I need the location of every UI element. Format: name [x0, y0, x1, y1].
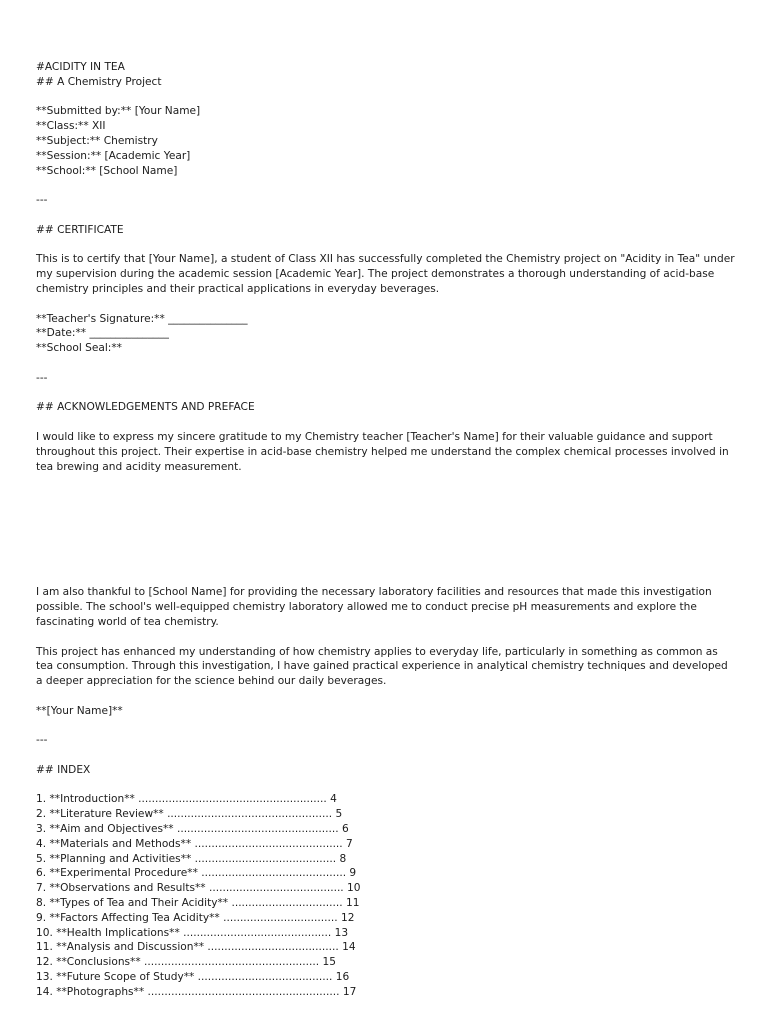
school-seal-line: **School Seal:**: [36, 342, 122, 355]
certificate-heading: ## CERTIFICATE: [36, 223, 124, 236]
index-item: 12. **Conclusions** .................................................... 15: [36, 956, 336, 969]
acknowledgements-paragraph-2: I am also thankful to [School Name] for providing the necessary laboratory facilities and resources that made this investigation possible. The school's well-equipped chemistry laboratory allowed me to conduct precise pH measurements and explore the fascinating world of tea chemistry.: [36, 586, 712, 628]
acknowledgements-paragraph-3: This project has enhanced my understanding of how chemistry applies to everyday life, particularly in something as common as tea consumption. Through this investigation, I have gained practical experience in analytical chemistry techniques and developed a deeper appreciation for the science behind our daily beverages.: [36, 645, 728, 688]
school-line: **School:** [School Name]: [36, 164, 178, 177]
index-item: 11. **Analysis and Discussion** ....................................... 14: [36, 941, 356, 954]
page-break-space: [36, 474, 736, 585]
blank-line: [36, 90, 736, 105]
title-block: [36, 60, 736, 178]
document-page: [36, 60, 736, 1000]
acknowledgements-section: [36, 400, 736, 718]
index-list: [36, 792, 736, 999]
index-heading: ## INDEX: [36, 763, 91, 776]
index-item: 5. **Planning and Activities** .......................................... 8: [36, 852, 347, 865]
separator-3: ---: [36, 734, 48, 747]
signoff-name: **[Your Name]**: [36, 704, 123, 717]
acknowledgements-paragraph-1: I would like to express my sincere gratitude to my Chemistry teacher [Teacher's Name] for their valuable guidance and support throughout this project. Their expertise in acid-base chemistry helped me understand the complex chemical processes involved in tea brewing and acidity measurement.: [36, 430, 729, 473]
index-item: 9. **Factors Affecting Tea Acidity** .................................. 12: [36, 911, 355, 924]
index-item: 8. **Types of Tea and Their Acidity** ................................. 11: [36, 897, 360, 910]
date-line: **Date:** _______________: [36, 327, 169, 340]
certificate-paragraph: This is to certify that [Your Name], a student of Class XII has successfully completed the Chemistry project on "Acidity in Tea" under my supervision during the academic session [Academic Year]. The project demonstrates a thorough understanding of acid-base chemistry principles and their practical applications in everyday beverages.: [36, 253, 735, 295]
index-item: 7. **Observations and Results** ........................................ 10: [36, 882, 361, 895]
project-subtitle: ## A Chemistry Project: [36, 75, 162, 88]
project-title: #ACIDITY IN TEA: [36, 61, 125, 73]
acknowledgements-heading: ## ACKNOWLEDGEMENTS AND PREFACE: [36, 401, 255, 414]
separator-2: ---: [36, 371, 48, 384]
class-line: **Class:** XII: [36, 120, 106, 133]
certificate-section: [36, 223, 736, 356]
index-item: 3. **Aim and Objectives** ................................................ 6: [36, 823, 349, 836]
submitted-by-line: **Submitted by:** [Your Name]: [36, 105, 201, 118]
index-item: 2. **Literature Review** ................................................. 5: [36, 808, 343, 821]
separator-1: ---: [36, 194, 48, 207]
index-section: [36, 763, 736, 1000]
index-item: 1. **Introduction** ........................................................ 4: [36, 793, 337, 806]
index-item: 4. **Materials and Methods** ............................................ 7: [36, 837, 353, 850]
index-item: 14. **Photographs** ......................................................... 17: [36, 985, 357, 998]
index-item: 13. **Future Scope of Study** ........................................ 16: [36, 971, 350, 984]
index-item: 10. **Health Implications** ............................................ 13: [36, 926, 349, 939]
session-line: **Session:** [Academic Year]: [36, 149, 191, 162]
index-item: 6. **Experimental Procedure** ........................................... 9: [36, 867, 357, 880]
subject-line: **Subject:** Chemistry: [36, 134, 158, 147]
teacher-signature-line: **Teacher's Signature:** _______________: [36, 312, 248, 325]
